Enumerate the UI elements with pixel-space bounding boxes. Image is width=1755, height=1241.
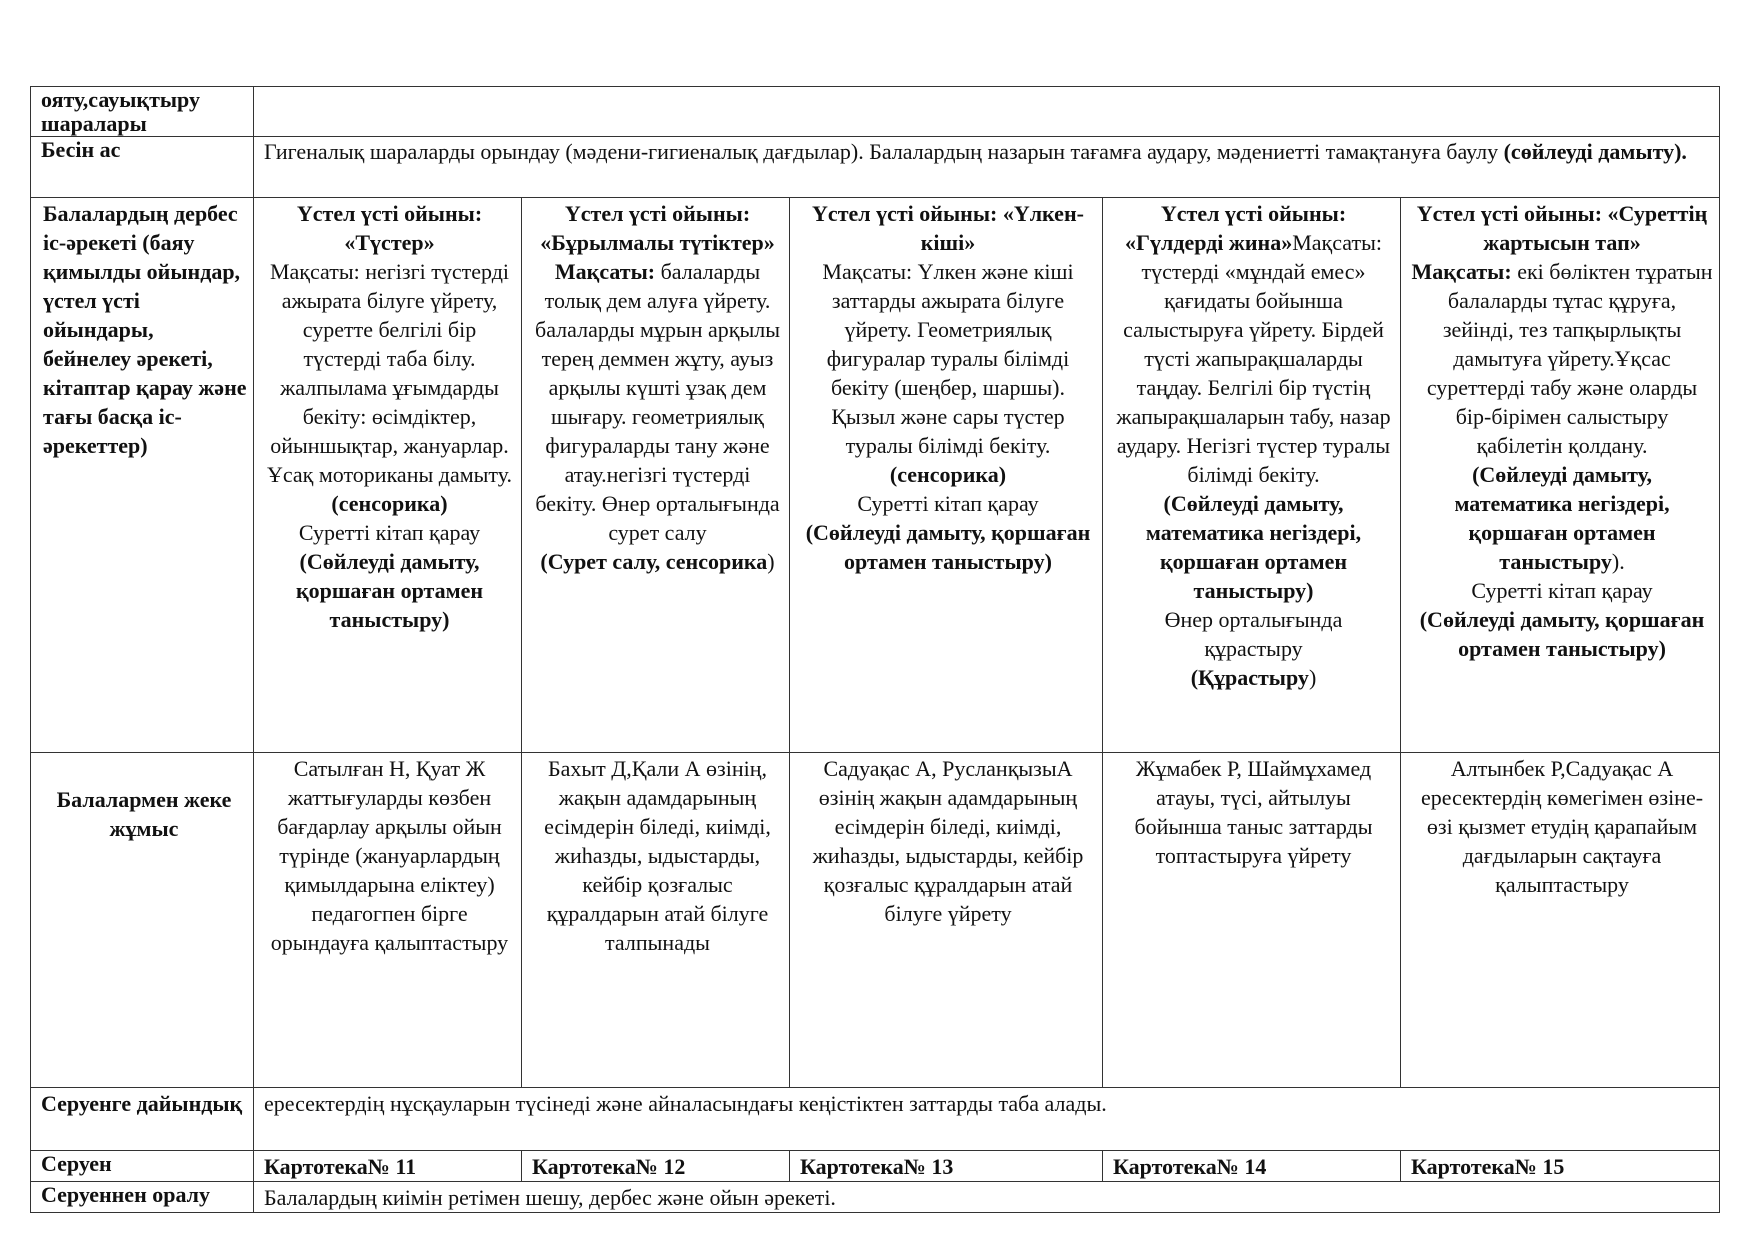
activity-body: Суретті кітап қарау <box>857 491 1039 516</box>
activity-tail: ) <box>1308 665 1317 690</box>
activity-title: Үстел үсті ойыны: «Суреттің жартысын тап» <box>1416 201 1708 255</box>
activity-body: Суретті кітап қарау <box>298 520 481 545</box>
row-return-from-walk <box>31 1182 1720 1213</box>
walk-day-1: Картотека№ 11 <box>254 1151 522 1182</box>
row-label-activity: Балалардың дербес іс-әрекеті (баяу қимылды ойындар, үстел үсті ойындары, бейнелеу әрекеті, кітаптар қарау және тағы басқа іс-әрекеттер) <box>31 198 254 753</box>
activity-body: Мақсаты: түстерді «мұндай емес» қағидаты бойынша салыстыруға үйрету. Бірдей түсті жапырақшаларды таңдау. Белгілі бір түстің жапырақшаларын табу, назар аудару. Негізгі түстер туралы білімді бекіту. <box>1116 230 1391 487</box>
activity-bold: (Сөйлеуді дамыту, математика негіздері, қоршаған ортамен таныстыру) <box>1145 491 1362 603</box>
walk-day-3: Картотека№ 13 <box>790 1151 1103 1182</box>
lunch-text: Гигеналық шараларды орындау (мәдени-гигиеналық дағдылар). Балалардың назарын тағамға аудару, мәдениетті тамақтануға баулу <box>264 139 1504 164</box>
activity-body: балаларды толық дем алуға үйрету. балаларды мұрын арқылы терең деммен жұту, ауыз арқылы күшті ұзақ дем шығару. геометриялық фигураларды тану және атау.негізгі түстерді бекіту. Өнер орталығында сурет салу <box>535 259 780 545</box>
lunch-bold: (сөйлеуді дамыту). <box>1503 139 1687 164</box>
individual-day-3: Садуақас А, РусланқызыА өзінің жақын адамдарының есімдерін біледі, киімді, жиһазды, ыдыстарды, кейбір қозғалыс құралдарын атай білуге үйрету <box>790 753 1103 1088</box>
row-walk <box>31 1151 1720 1182</box>
row-individual-work <box>31 753 1720 1088</box>
activity-day-5 <box>1401 198 1720 753</box>
activity-body: Мақсаты: Үлкен және кіші заттарды ажырата білуге үйрету. Геометриялық фигуралар туралы білімді бекіту (шеңбер, шаршы). Қызыл және сары түстер туралы білімді бекіту. <box>822 259 1074 458</box>
activity-bold: (сенсорика) <box>331 491 448 516</box>
walk-day-5: Картотека№ 15 <box>1401 1151 1720 1182</box>
activity-bold: (Сөйлеуді дамыту, математика негіздері, қоршаған ортамен таныстыру <box>1454 462 1670 574</box>
activity-body: Өнер орталығында құрастыру <box>1164 607 1343 661</box>
wake-up-content <box>254 87 1720 137</box>
individual-day-1: Сатылған Н, Қуат Ж жаттығуларды көзбен бағдарлау арқылы ойын түрінде (жануарлардың қимылдарына еліктеу) педагогпен бірге орындауға қалыптастыру <box>254 753 522 1088</box>
activity-day-4 <box>1103 198 1401 753</box>
activity-title: Үстел үсті ойыны: «Үлкен-кіші» <box>812 201 1084 255</box>
activity-bold-wrap <box>532 547 783 576</box>
walk-day-4: Картотека№ 14 <box>1103 1151 1401 1182</box>
activity-body-wrap <box>532 257 783 547</box>
individual-day-2: Бахыт Д,Қали А өзінің, жақын адамдарының есімдерін біледі, киімді, жиһазды, ыдыстарды, кейбір қозғалыс құралдарын атай білуге талпынады <box>522 753 790 1088</box>
activity-day-1 <box>254 198 522 753</box>
row-independent-activity <box>31 198 1720 753</box>
activity-bold: (Сөйлеуді дамыту, қоршаған ортамен таныстыру) <box>1419 607 1705 661</box>
row-label-walk-prep: Серуенге дайындық <box>31 1088 254 1151</box>
goal-label: Мақсаты: <box>1411 259 1512 284</box>
row-wake-up <box>31 87 1720 137</box>
activity-day-2 <box>522 198 790 753</box>
activity-tail: ) <box>767 549 775 574</box>
activity-bold: (Сөйлеуді дамыту, қоршаған ортамен таныстыру) <box>805 520 1091 574</box>
row-label-lunch: Бесін ас <box>31 137 254 198</box>
row-lunch <box>31 137 1720 198</box>
activity-title: Үстел үсті ойыны: «Түстер» <box>296 201 483 255</box>
activity-title: Үстел үсті ойыны: «Гүлдерді жина» <box>1125 201 1347 255</box>
activity-title: Үстел үсті ойыны: «Бұрылмалы түтіктер» <box>540 201 775 255</box>
row-label-return: Серуеннен оралу <box>31 1182 254 1213</box>
lunch-content <box>254 137 1720 198</box>
row-label-individual: Балалармен жеке жұмыс <box>31 753 254 1088</box>
walk-prep-content: ересектердің нұсқауларын түсінеді және айналасындағы кеңістіктен заттарды таба алады. <box>254 1088 1720 1151</box>
return-content: Балалардың киімін ретімен шешу, дербес және ойын әрекеті. <box>254 1182 1720 1213</box>
walk-day-2: Картотека№ 12 <box>522 1151 790 1182</box>
row-walk-preparation <box>31 1088 1720 1151</box>
goal-label: Мақсаты: <box>554 259 656 284</box>
activity-day-3 <box>790 198 1103 753</box>
activity-body: Мақсаты: негізгі түстерді ажырата білуге үйрету, суретте белгілі бір түстерді таба білу. жалпылама ұғымдарды бекіту: өсімдіктер, ойыншықтар, жануарлар. Ұсақ моториканы дамыту. <box>266 259 513 487</box>
activity-body-wrap <box>1411 257 1713 460</box>
row-label-walk: Серуен <box>31 1151 254 1182</box>
row-label-wake-up: ояту,сауықтыру шаралары <box>31 87 254 137</box>
activity-bold-wrap <box>1113 663 1394 692</box>
daily-plan-table <box>30 86 1720 1213</box>
activity-bold: (Сурет салу, сенсорика <box>540 549 768 574</box>
activity-body: Суретті кітап қарау <box>1471 578 1653 603</box>
activity-bold: (сенсорика) <box>889 462 1007 487</box>
activity-tail: ). <box>1611 549 1625 574</box>
activity-bold: (Сөйлеуді дамыту, қоршаған ортамен таныстыру) <box>295 549 484 632</box>
individual-day-4: Жұмабек Р, Шаймұхамед атауы, түсі, айтылуы бойынша таныс заттарды топтастыруға үйрету <box>1103 753 1401 1088</box>
activity-bold: (Құрастыру <box>1190 665 1309 690</box>
individual-day-5: Алтынбек Р,Садуақас А ересектердің көмегімен өзіне-өзі қызмет етудің қарапайым дағдыларын сақтауға қалыптастыру <box>1401 753 1720 1088</box>
activity-title-wrap <box>1113 199 1394 489</box>
activity-bold-wrap <box>1411 460 1713 576</box>
activity-body: екі бөліктен тұратын балаларды тұтас құруға, зейінді, тез тапқырлықты дамытуға үйрету.Ұқсас суреттерді табу және оларды бір-бірімен салыстыру қабілетін қолдану. <box>1426 259 1713 458</box>
